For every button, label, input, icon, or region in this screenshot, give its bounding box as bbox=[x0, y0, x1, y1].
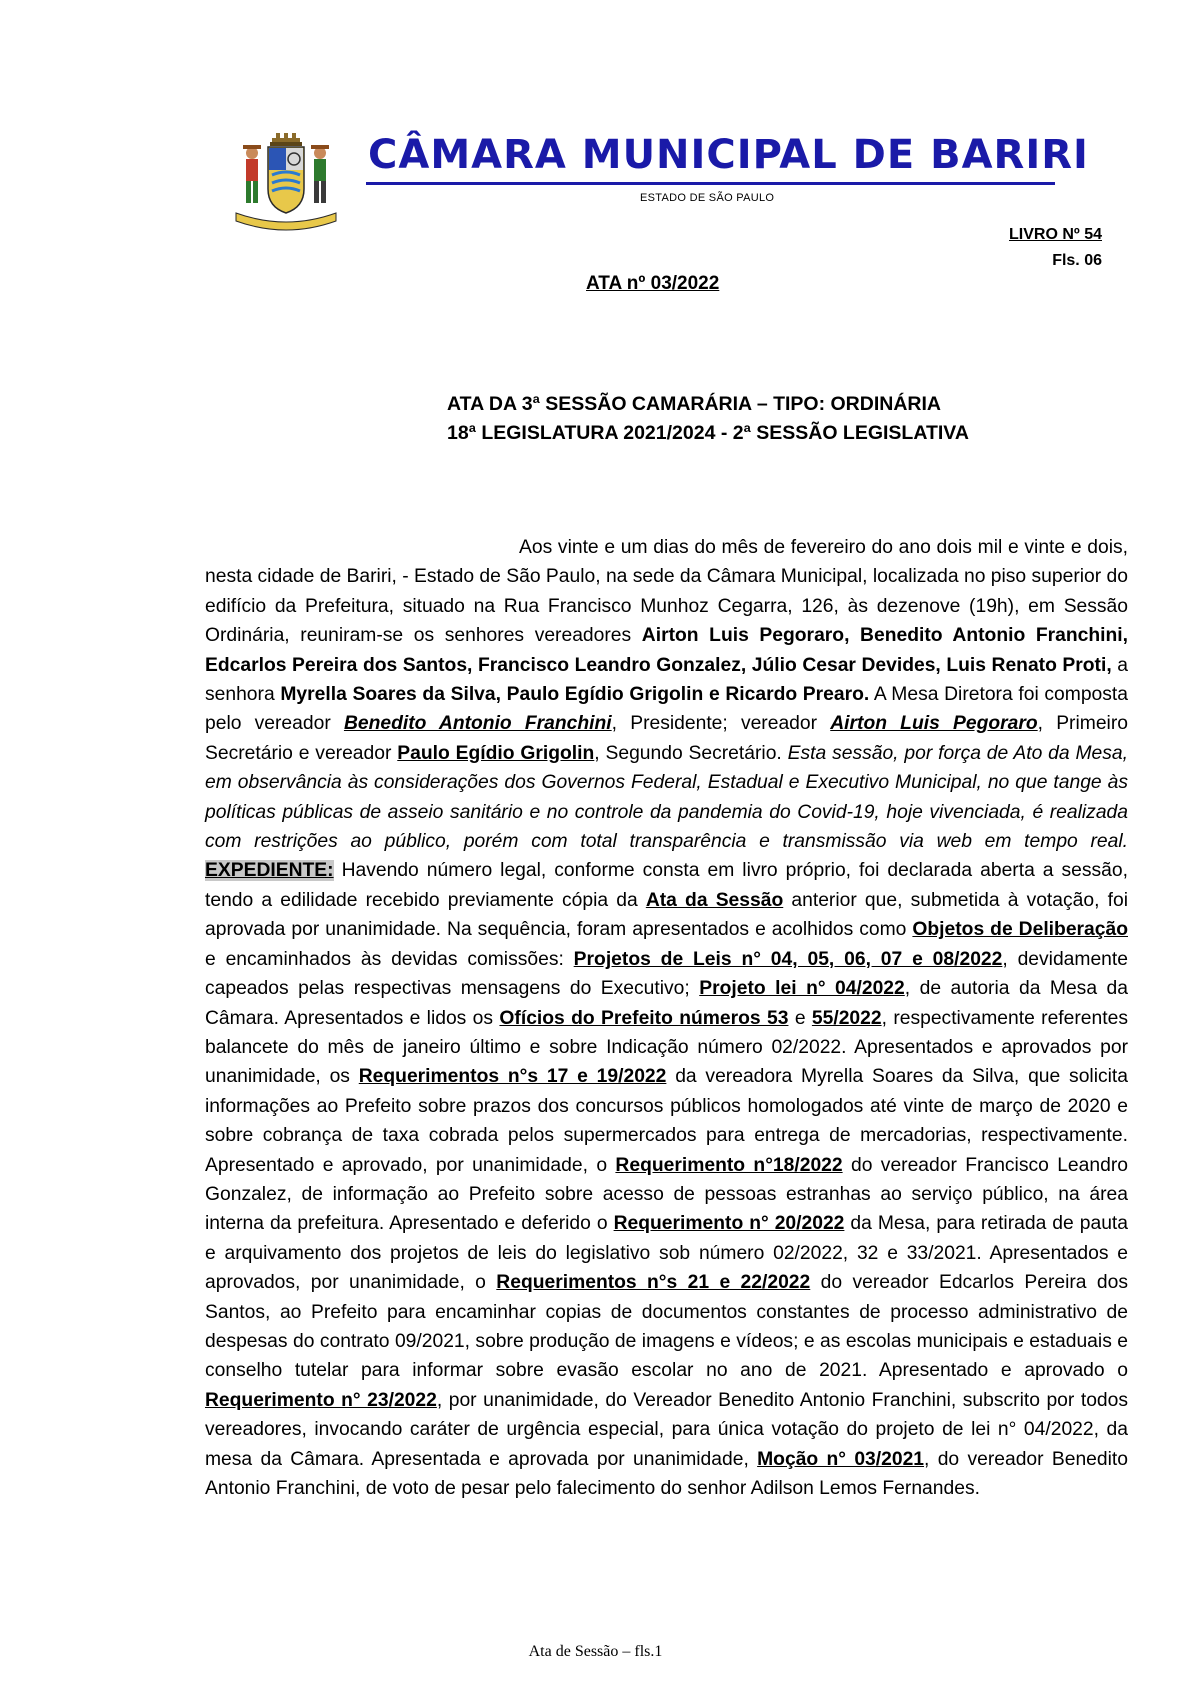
session-heading-line2: 18ª LEGISLATURA 2021/2024 - 2ª SESSÃO LEGISLATIVA bbox=[447, 422, 969, 444]
covid-notice: Esta sessão, por força de Ato da Mesa, em observância às considerações dos Governos Federal, Estadual e Executivo Municipal, no que tange às políticas públicas de asseio sanitário e no controle da pandemia do Covid-19, hoje vivenciada, é realizada com restrições ao público, porém com total transparência e transmissão via web em tempo real. bbox=[205, 742, 1128, 853]
text-segment: , do vereador Benedito Antonio Franchini, de voto de pesar pelo falecimento do senhor Adilson Lemos Fernandes. bbox=[205, 1448, 1128, 1499]
objetos-deliberacao-ref: Objetos de Deliberação bbox=[912, 919, 1128, 941]
requerimento-ref: Requerimento n° 23/2022 bbox=[205, 1389, 437, 1411]
projeto-lei-ref: Projeto lei n° 04/2022 bbox=[699, 978, 905, 1000]
text-segment: e bbox=[788, 1007, 812, 1029]
page-folio: Fls. 06 bbox=[1052, 252, 1102, 269]
oficio-ref: 55/2022 bbox=[811, 1007, 882, 1029]
minutes-body bbox=[205, 533, 1128, 1503]
text-segment: do vereador Francisco Leandro Gonzalez, de informação ao Prefeito sobre acesso de pessoas estranhas ao serviço público, na área interna da prefeitura. Apresentado e deferido o bbox=[205, 1154, 1128, 1235]
oficios-ref: Ofícios do Prefeito números 53 bbox=[499, 1007, 789, 1029]
text-segment: , devidamente capeados pelas respectivas mensagens do Executivo; bbox=[205, 948, 1128, 1000]
president-name: Benedito Antonio Franchini bbox=[343, 713, 612, 735]
requerimentos-ref: Requerimentos n°s 21 e 22/2022 bbox=[496, 1272, 811, 1294]
text-segment: e encaminhados às devidas comissões: bbox=[205, 948, 574, 970]
text-segment: , de autoria da Mesa da Câmara. Apresentados e lidos os bbox=[205, 978, 1128, 1029]
text-segment: da Mesa, para retirada de pauta e arquivamento dos projetos de leis do legislativo sob número 02/2022, 32 e 33/2021. Apresentados e aprovados, por unanimidade, o bbox=[205, 1213, 1128, 1294]
first-secretary-name: Airton Luis Pegoraro bbox=[830, 713, 1038, 735]
ata-sessao-ref: Ata da Sessão bbox=[645, 889, 784, 911]
projetos-leis-ref: Projetos de Leis n° 04, 05, 06, 07 e 08/2022 bbox=[573, 948, 1003, 970]
councillors-names: Myrella Soares da Silva, Paulo Egídio Grigolin e Ricardo Prearo. bbox=[280, 684, 870, 706]
state-subtitle: ESTADO DE SÃO PAULO bbox=[640, 192, 775, 204]
ata-number: ATA nº 03/2022 bbox=[586, 273, 720, 294]
book-number: LIVRO Nº 54 bbox=[1009, 226, 1102, 243]
header-rule bbox=[366, 182, 1055, 185]
text-segment: Havendo número legal, conforme consta em livro próprio, foi declarada aberta a sessão, tendo a edilidade recebido previamente cópia da bbox=[205, 860, 1128, 911]
minutes-paragraph bbox=[205, 533, 1128, 1503]
text-segment: , respectivamente referentes balancete do mês de janeiro último e sobre Indicação número 02/2022. Apresentados e aprovados por unanimidade, os bbox=[205, 1007, 1128, 1088]
session-heading bbox=[447, 390, 969, 448]
councillors-names: Airton Luis Pegoraro, Benedito Antonio Franchini, Edcarlos Pereira dos Santos, Francisco Leandro Gonzalez, Júlio Cesar Devides, Luis Renato Proti, bbox=[205, 625, 1128, 676]
text-segment: , Segundo Secretário. bbox=[594, 742, 788, 764]
municipal-crest-icon bbox=[232, 131, 340, 231]
text-segment: anterior que, submetida à votação, foi aprovada por unanimidade. Na sequência, foram apresentados e acolhidos como bbox=[205, 889, 1128, 941]
text-segment: do vereador Edcarlos Pereira dos Santos, ao Prefeito para encaminhar copias de documentos constantes de processo administrativo de despesas do contrato 09/2021, sobre produção de imagens e vídeos; e as escolas municipais e estaduais e conselho tutelar para informar sobre evasão escolar no ano de 2021. Apresentado e aprovado o bbox=[205, 1272, 1128, 1382]
text-segment: da vereadora Myrella Soares da Silva, que solicita informações ao Prefeito sobre prazos dos concursos públicos homologados até vinte de março de 2020 e sobre cobrança de taxa cobrada pelos supermercados para entrega de mercadorias, respectivamente. Apresentado e aprovado, por unanimidade, o bbox=[205, 1066, 1128, 1176]
mocao-ref: Moção n° 03/2021 bbox=[757, 1448, 925, 1470]
book-reference bbox=[1009, 222, 1102, 274]
text-segment: Aos vinte e um dias do mês de fevereiro do ano dois mil e vinte e dois, nesta cidade de Bariri, - Estado de São Paulo, na sede da Câmara Municipal, localizada no piso superior do edifício da Prefeitura, situado na Rua Francisco Munhoz Cegarra, 126, às dezenove (19h), em Sessão Ordinária, reuniram-se os senhores vereadores bbox=[205, 537, 1128, 647]
requerimento-ref: Requerimento n°18/2022 bbox=[615, 1154, 843, 1176]
session-heading-line1: ATA DA 3ª SESSÃO CAMARÁRIA – TIPO: ORDINÁRIA bbox=[447, 393, 942, 415]
requerimentos-ref: Requerimentos n°s 17 e 19/2022 bbox=[358, 1066, 667, 1088]
text-segment: a senhora bbox=[205, 654, 1128, 706]
text-segment: , Presidente; vereador bbox=[611, 713, 831, 735]
second-secretary-name: Paulo Egídio Grigolin bbox=[397, 742, 595, 764]
page-footer: Ata de Sessão – fls.1 bbox=[528, 1643, 663, 1660]
text-segment: , Primeiro Secretário e vereador bbox=[205, 713, 1128, 764]
text-segment: , por unanimidade, do Vereador Benedito Antonio Franchini, subscrito por todos vereadores, invocando caráter de urgência especial, para única votação do projeto de lei n° 04/2022, da mesa da Câmara. Apresentada e aprovada por unanimidade, bbox=[205, 1389, 1129, 1470]
text-segment: A Mesa Diretora foi composta pelo vereador bbox=[205, 684, 1128, 735]
expediente-label: EXPEDIENTE: bbox=[205, 860, 334, 882]
requerimento-ref: Requerimento n° 20/2022 bbox=[613, 1213, 845, 1235]
chamber-title: CÂMARA MUNICIPAL DE BARIRI bbox=[368, 132, 1089, 178]
